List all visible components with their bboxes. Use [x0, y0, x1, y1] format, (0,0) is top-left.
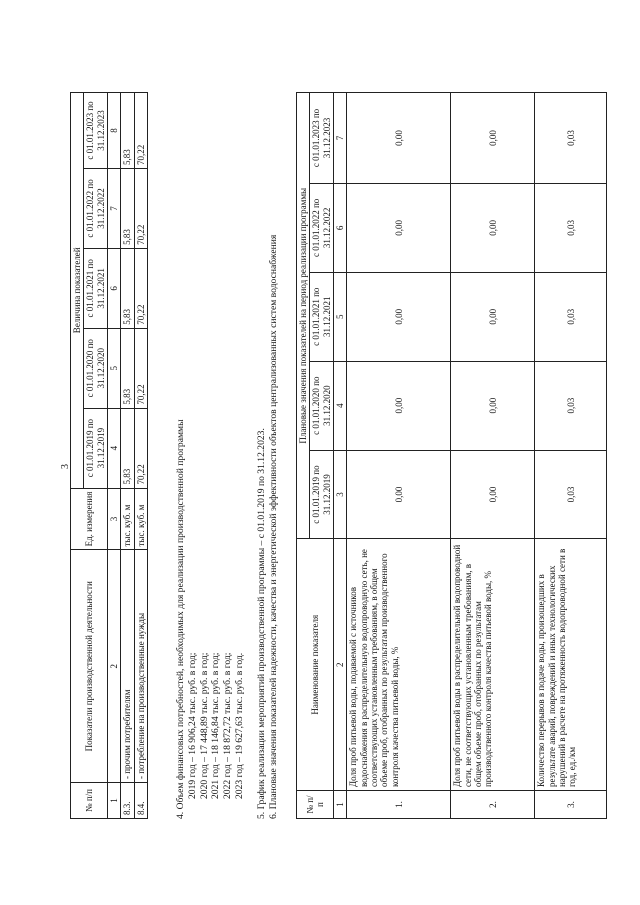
row-name: Доля проб питьевой воды, подаваемой с источников водоснабжения в распределительную водопроводную сеть, не соответствующих установленным требованиям, в общем объеме проб, отобранных по результатам производственного контроля качества питьевой воды, %	[347, 539, 451, 791]
finance-line: 2021 год – 18 146,84 тыс. руб. в год;	[210, 652, 222, 799]
header-group: Величина показателей	[71, 93, 84, 489]
row-value: 0,00	[451, 272, 535, 361]
header-period: с 01.01.2020 по 31.12.2020	[310, 361, 334, 450]
index-cell: 3	[108, 488, 121, 550]
finance-line: 2023 год – 19 627,63 тыс. руб. в год.	[233, 652, 245, 799]
row-value: 0,00	[347, 272, 451, 361]
index-cell: 7	[108, 168, 121, 248]
table-row	[121, 93, 134, 819]
index-cell: 4	[334, 361, 347, 450]
row-value: 0,00	[347, 361, 451, 450]
document-text	[175, 92, 279, 819]
row-num: 1.	[347, 791, 451, 819]
row-value: 0,00	[347, 93, 451, 184]
row-value: 5,83	[121, 168, 134, 248]
table-row	[134, 93, 147, 819]
table-row	[535, 93, 607, 819]
row-value: 70,22	[134, 93, 147, 169]
index-cell: 7	[334, 93, 347, 184]
finance-line: 2019 год – 16 906,24 тыс. руб. в год;	[186, 652, 198, 799]
header-period: с 01.01.2020 по 31.12.2020	[84, 328, 108, 408]
index-cell: 8	[108, 93, 121, 169]
row-value: 70,22	[134, 248, 147, 328]
row-num: 8.3.	[121, 783, 134, 819]
production-indicators-table	[70, 92, 148, 819]
index-cell: 6	[334, 183, 347, 272]
row-value: 0,03	[535, 183, 607, 272]
row-value: 0,03	[535, 272, 607, 361]
header-num: № п/п	[297, 791, 334, 819]
row-value: 5,83	[121, 248, 134, 328]
planned-indicators-table	[296, 92, 607, 819]
header-period: с 01.01.2023 по 31.12.2023	[84, 93, 108, 169]
item-6: 6. Плановые значения показателей надежности, качества и энергетической эффективности объектов централизованных систем водоснабжения	[267, 234, 279, 819]
row-value: 0,00	[347, 183, 451, 272]
row-value: 0,00	[451, 183, 535, 272]
row-value: 0,00	[451, 450, 535, 539]
index-cell: 1	[108, 783, 121, 819]
finance-line: 2020 год – 17 448,89 тыс. руб. в год;	[198, 652, 210, 799]
index-cell: 1	[334, 791, 347, 819]
table-row	[347, 93, 451, 819]
row-name: - потребление на производственные нужды	[134, 550, 147, 783]
row-num: 2.	[451, 791, 535, 819]
row-unit: тыс. куб. м	[134, 488, 147, 550]
index-row	[334, 93, 347, 819]
row-name: Доля проб питьевой воды в распределительной водопроводной сети, не соответствующих установленным требованиям, в общем объеме проб, отобранных по результатам производственного контроля качества питьевой воды, %	[451, 539, 535, 791]
row-value: 5,83	[121, 408, 134, 488]
row-num: 3.	[535, 791, 607, 819]
row-value: 0,00	[347, 450, 451, 539]
item-5: 5. График реализации мероприятий производственной программы – с 01.01.2019 по 31.12.2023.	[255, 428, 267, 819]
row-value: 5,83	[121, 328, 134, 408]
header-num: № п/п	[71, 783, 108, 819]
index-cell: 4	[108, 408, 121, 488]
header-period: с 01.01.2021 по 31.12.2021	[310, 272, 334, 361]
row-name: - прочим потребителям	[121, 550, 134, 783]
header-period: с 01.01.2019 по 31.12.2019	[310, 450, 334, 539]
row-value: 70,22	[134, 408, 147, 488]
index-cell: 6	[108, 248, 121, 328]
row-value: 0,03	[535, 361, 607, 450]
header-name: Наименование показателя	[297, 539, 334, 791]
index-cell: 2	[334, 539, 347, 791]
index-cell: 2	[108, 550, 121, 783]
row-value: 5,83	[121, 93, 134, 169]
header-period: с 01.01.2019 по 31.12.2019	[84, 408, 108, 488]
row-value: 70,22	[134, 168, 147, 248]
row-value: 0,00	[451, 93, 535, 184]
header-period: с 01.01.2022 по 31.12.2022	[310, 183, 334, 272]
page-number: 3	[60, 464, 71, 469]
header-period: с 01.01.2021 по 31.12.2021	[84, 248, 108, 328]
finance-line: 2022 год – 18 872,72 тыс. руб. в год;	[222, 652, 234, 799]
index-cell: 3	[334, 450, 347, 539]
index-row	[108, 93, 121, 819]
row-value: 0,03	[535, 93, 607, 184]
header-unit: Ед. измерения	[71, 488, 108, 550]
index-cell: 5	[334, 272, 347, 361]
row-value: 0,03	[535, 450, 607, 539]
index-cell: 5	[108, 328, 121, 408]
table-row	[451, 93, 535, 819]
row-num: 8.4.	[134, 783, 147, 819]
item-4: 4. Объем финансовых потребностей, необходимых для реализации производственной программы	[175, 419, 186, 819]
header-period: с 01.01.2023 по 31.12.2023	[310, 93, 334, 184]
header-period: с 01.01.2022 по 31.12.2022	[84, 168, 108, 248]
row-unit: тыс. куб. м	[121, 488, 134, 550]
row-name: Количество перерывов в подаче воды, произошедших в результате аварий, повреждений и иных технологических нарушений в расчете на протяженность водопроводной сети в год, ед./км	[535, 539, 607, 791]
header-group: Плановые значения показателей на период реализации программы	[297, 93, 310, 539]
header-name: Показатели производственной деятельности	[71, 550, 108, 783]
row-value: 70,22	[134, 328, 147, 408]
row-value: 0,00	[451, 361, 535, 450]
